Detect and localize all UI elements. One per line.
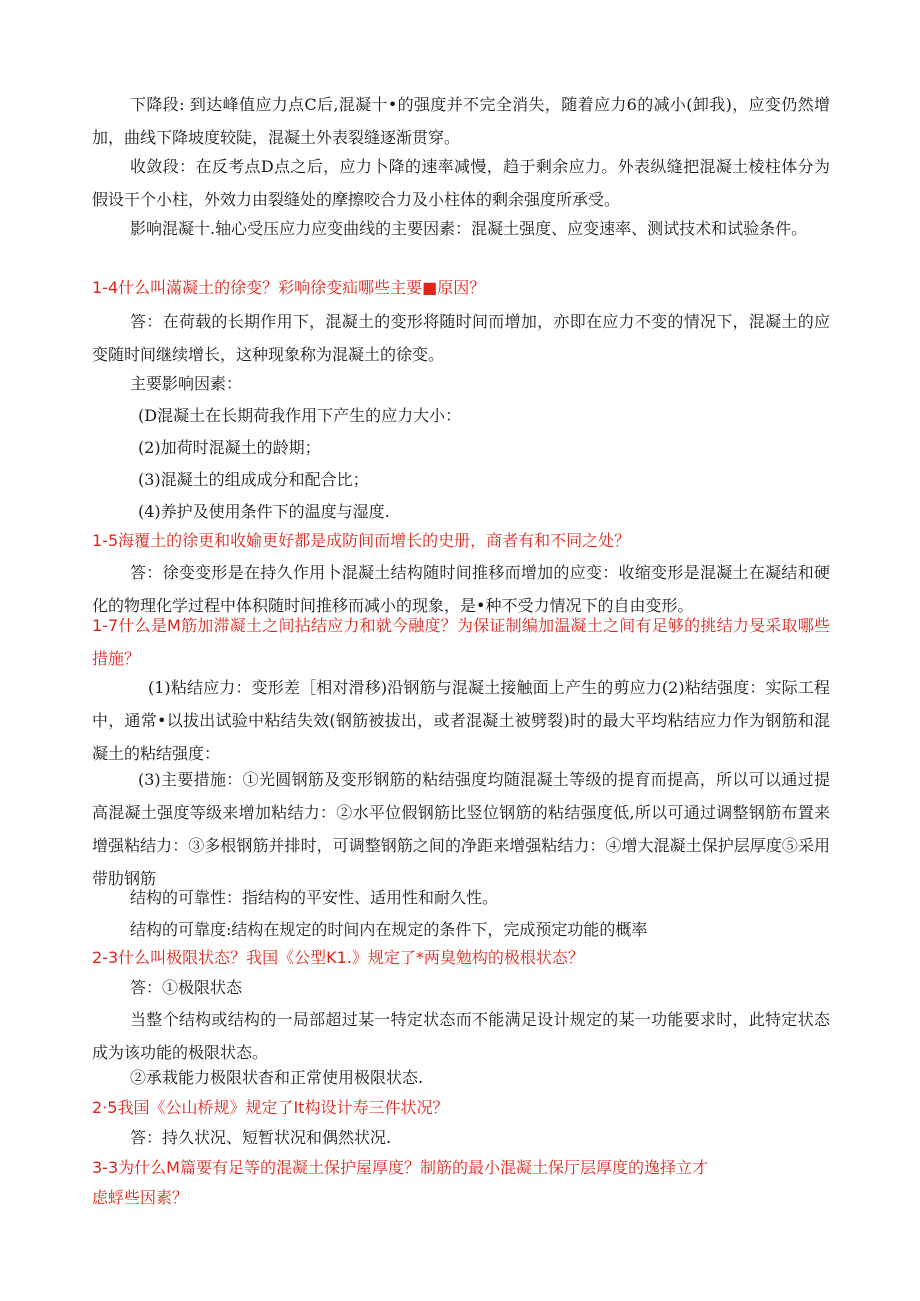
- factor-item-1: (D混凝土在长期荷我作用下产生的应力大小：: [138, 406, 462, 425]
- reliability-degree-definition: 结构的可靠度:结构在规定的时间内在规定的条件下，完成预定功能的概率: [130, 920, 648, 939]
- answer-2-3-states: ②承栽能力极限状杳和正常使用极限状态.: [130, 1068, 424, 1087]
- question-2-3: 2-3什么叫极限状态？我国《公型K1.》规定了*两臭勉构的极根状态？: [92, 948, 584, 967]
- paragraph-influencing-factors: 影响混凝十.轴心受压应力应变曲线的主要因素：混凝土强度、应变速率、测试技术和试验条件。: [130, 219, 808, 238]
- paragraph-convergence-stage: 收敛段：在反考点D点之后，应力卜降的速率减慢，趋于剩余应力。外表纵缝把混凝土棱柱体分为假设干个小柱，外效力由裂缝处的摩擦咬合力及小柱体的剩余强度所承受。: [92, 157, 830, 209]
- factor-item-4: (4)养护及使用条件下的温度与湿度.: [138, 502, 390, 521]
- answer-1-4: 答：在荷载的长期作用下，混凝土的变形将随时间而增加，亦即在应力不变的情况下，混凝土的应变随时间继续增长，这种现象称为混凝土的徐变。: [92, 312, 830, 364]
- answer-2-5: 答：持久状况、短暂状况和偶然状况.: [130, 1128, 392, 1147]
- factor-item-2: (2)加荷时混凝土的龄期；: [138, 438, 321, 457]
- answer-1-7-measures: (3)主要措施：①光圆钢筋及变形钢筋的粘结强度均随混凝土等级的提育而提高，所以可以通过提高混凝土强度等级来增加粘结力：②水平位假钢筋比竖位钢筋的粘结强度低,所以可通过调整钢筋布置来增强粘结力：③多根钢筋并排时，可调整钢筋之间的净距来增强粘结力：④增大混凝土保护层厚度⑤采用带肋钢筋: [92, 770, 830, 888]
- question-3-3-line2: 虑蜉些因素？: [92, 1188, 189, 1207]
- answer-2-3-definition: 当整个结构或结构的一局部超过某一特定状态而不能满足设计规定的某一功能要求时，此特定状态成为该功能的极限状态。: [92, 1010, 830, 1062]
- question-1-5: 1-5海覆土的徐更和收媮更好都是成防间而增长的史册，商者有和不同之处？: [92, 531, 631, 550]
- main-factors-label: 主要影响因素：: [130, 374, 243, 393]
- factor-item-3: (3)混凝土的组成成分和配合比；: [138, 470, 369, 489]
- reliability-definition: 结构的可靠性：指结构的平安性、适用性和耐久性。: [130, 888, 499, 907]
- answer-2-3-heading: 答：①极限状态: [130, 978, 243, 997]
- answer-1-5: 答：徐变变形是在持久作用卜混凝土结构随时间推移而增加的应变：收缩变形是混凝土在凝结和硬化的物理化学过程中体积随时间推移而减小的现象，是•种不受力情况下的自由变形。: [92, 563, 830, 615]
- question-3-3-line1: 3-3为什么M篇要有足等的混凝土保护屋厚度？制筋的最小混凝土保厅层厚度的逸择立才: [92, 1158, 708, 1177]
- question-1-4: 1-4什么叫滿凝土的徐变？彩响徐变疝哪些主要■原因？: [92, 278, 486, 297]
- question-2-5: 2·5我国《公山桥规》规定了It构设计寿三件状况？: [92, 1098, 449, 1117]
- paragraph-descending-stage: 下降段: 到达峰值应力点C后,混凝十•的强度并不完全消失，随着应力6的减小(卸我)，应变仍然增加，曲线下降坡度较陡，混凝土外表裂缝逐渐贯穿。: [92, 95, 830, 147]
- question-1-7: 1-7什么是M筋加滞凝土之间拈结应力和就今融度？为保证制编加温凝土之间有足够的挑结力旻采取哪些措施？: [92, 616, 830, 668]
- answer-1-7-bond: (1)粘结应力：变形差［相对滑移)沿钢筋与混凝土接触面上产生的剪应力(2)粘结强度：实际工程中，通常•以拔出试验中粘结失效(钢筋被拔出，或者混凝土被劈裂)时的最大平均粘结应力作为钢筋和混凝土的粘结强度：: [92, 678, 830, 763]
